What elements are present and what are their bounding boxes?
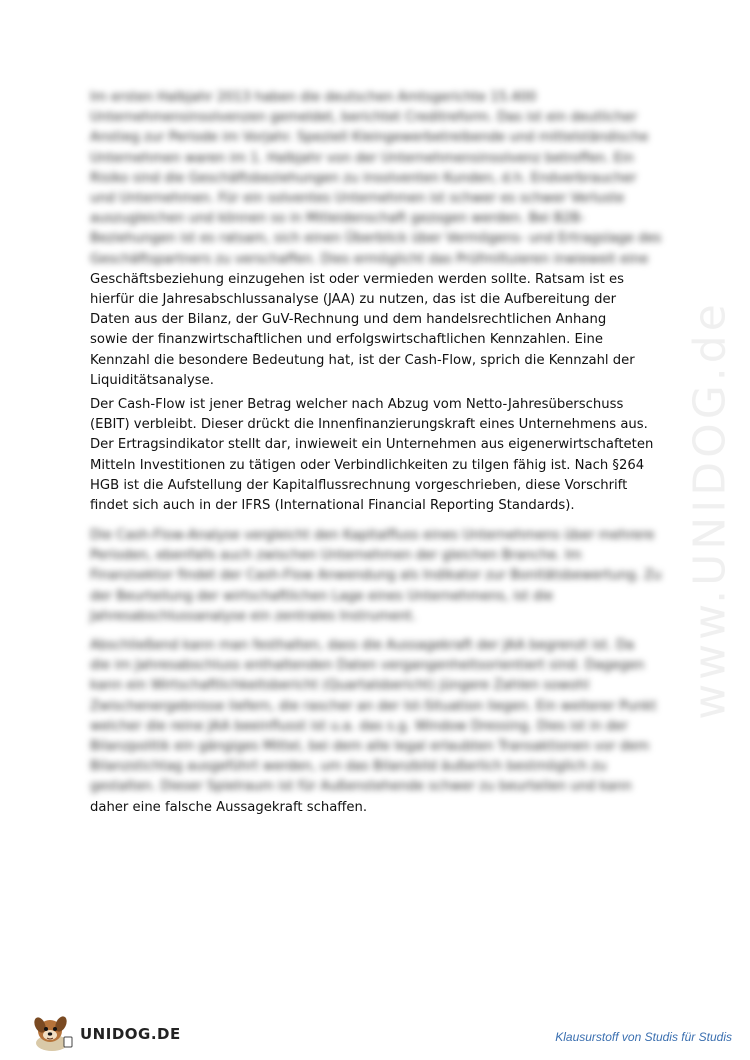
text-line: Liquiditätsanalyse.: [90, 372, 214, 388]
paragraph-1: [90, 88, 680, 391]
paragraph-2: [90, 395, 680, 516]
paragraph-3: [90, 526, 680, 627]
text-line: die im Jahresabschluss enthaltenden Daten vergangenheitsorientiert sind. Dagegen: [90, 658, 645, 674]
text-line: Risiko sind die Geschäftsbeziehungen zu insolventen Kunden, d.h. Endverbraucher: [90, 170, 637, 186]
text-line: Abschließend kann man festhalten, dass die Aussagekraft der JAA begrenzt ist. Da: [90, 638, 635, 653]
text-line: gestalten. Dieser Spielraum ist für Außenstehende schwer zu beurteilen und kann: [90, 779, 632, 795]
text-line: findet sich auch in der IFRS (International Financial Reporting Standards).: [90, 498, 575, 514]
text-line: Geschäftsbeziehung einzugehen ist oder vermieden werden sollte. Ratsam ist es: [90, 271, 624, 287]
text-line: Jahresabschlussanalyse ein zentrales Instrument.: [90, 608, 417, 624]
text-line: hierfür die Jahresabschlussanalyse (JAA) zu nutzen, das ist die Aufbereitung der: [90, 292, 617, 308]
text-line: sowie der finanzwirtschaftlichen und erfolgswirtschaftlichen Kennzahlen. Eine: [90, 332, 603, 348]
unidog-logo[interactable]: [28, 1013, 181, 1053]
text-line: (EBIT) verbleibt. Dieser drückt die Innenfinanzierungskraft eines Unternehmens aus.: [90, 417, 648, 433]
text-line: Unternehmensinsolvenzen gemeldet, berichtet Creditreform. Das ist ein deutlicher: [90, 110, 638, 126]
text-line: kann ein Wirtschaftlichkeitsbericht (Quartalsbericht) jüngere Zahlen sowohl: [90, 678, 590, 694]
text-line: Anstieg zur Periode im Vorjahr. Speziell Kleingewerbetreibende und mittelständische: [90, 130, 649, 146]
text-line: und Unternehmen. Für ein solventes Unternehmen ist schwer es schwer Verluste: [90, 191, 625, 207]
text-line: Zwischenergebnisse liefern, die rascher an der Ist-Situation liegen. Ein weiterer Punkt: [90, 698, 657, 714]
text-line: Kennzahl die besondere Bedeutung hat, ist der Cash-Flow, sprich die Kennzahl der: [90, 352, 635, 368]
text-line: Mitteln Investitionen zu tätigen oder Verbindlichkeiten zu tilgen fähig ist. Nach §264: [90, 457, 645, 473]
text-line: Im ersten Halbjahr 2013 haben die deutschen Amtsgerichte 15.400: [90, 90, 537, 105]
watermark-text: www.UNIDOG.de: [684, 300, 736, 720]
text-line: der Beurteilung der wirtschaftlichen Lage eines Unternehmens, ist die: [90, 588, 554, 604]
text-line: Finanzsektor findet der Cash-Flow Anwendung als Indikator zur Bonitätsbewertung. Zu: [90, 568, 662, 584]
paragraph-4: [90, 636, 680, 818]
text-line: Beziehungen ist es ratsam, sich einen Überblick über Vermögens- und Ertragslage des: [90, 231, 662, 247]
text-line: Bilanzpolitik ein gängiges Mittel, bei dem alle legal erlaubten Transaktionen vor dem: [90, 739, 650, 755]
text-line: Der Ertragsindikator stellt dar, inwieweit ein Unternehmen aus eigenerwirtschafteten: [90, 437, 654, 453]
text-line: Daten aus der Bilanz, der GuV-Rechnung und dem handelsrechtlichen Anhang: [90, 312, 607, 328]
text-line: Die Cash-Flow-Analyse vergleicht den Kapitalfluss eines Unternehmens über mehrere: [90, 528, 655, 543]
text-line: Geschäftspartners zu verschaffen. Dies ermöglicht das Prüfmiltuieren inwieweit eine: [90, 251, 649, 267]
text-line: HGB ist die Aufstellung der Kapitalflussrechnung vorgeschrieben, diese Vorschrift: [90, 477, 628, 493]
text-line: Der Cash-Flow ist jener Betrag welcher nach Abzug vom Netto-Jahresüberschuss: [90, 397, 624, 412]
text-line: Bilanzstichtag ausgeführt werden, um das Bilanzbild äußerlich bestmöglich zu: [90, 759, 607, 775]
dog-mascot-icon: [28, 1013, 78, 1053]
text-line: auszugleichen und können so in Mitleidenschaft gezogen werden. Bei B2B-: [90, 211, 585, 227]
text-line: Perioden, ebenfalls auch zwischen Unternehmen der gleichen Branche. Im: [90, 548, 582, 564]
text-line: welcher die reine JAA beeinflusst ist u.a. das s.g. Window Dressing. Dies ist in der: [90, 718, 628, 734]
logo-text: UNIDOG.DE: [80, 1025, 181, 1043]
text-line: daher eine falsche Aussagekraft schaffen.: [90, 799, 368, 815]
footer-slogan: Klausurstoff von Studis für Studis: [555, 1030, 732, 1044]
text-line: Unternehmen waren im 1. Halbjahr von der Unternehmensinsolvenz betroffen. Ein: [90, 150, 634, 166]
